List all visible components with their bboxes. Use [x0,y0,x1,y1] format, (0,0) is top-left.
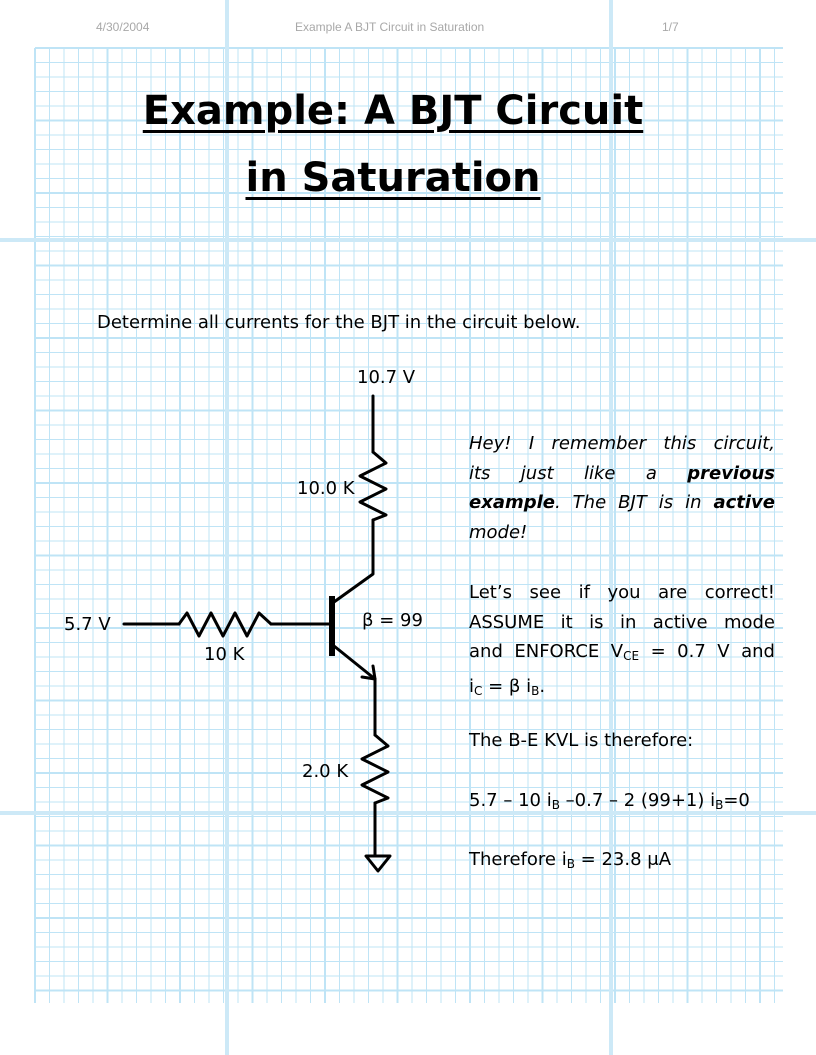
emitter-resistor [362,735,388,803]
commentary-assume [469,578,775,706]
collector-resistor [360,452,386,520]
assume-line-4: $i_C = \beta$ $i_B$. [469,675,546,698]
hey-line-3: example. The BJT is in active [469,492,775,513]
page-title-line-1: Example: A BJT Circuit [142,88,644,134]
page-title-line-2: in Saturation [245,155,541,201]
hey-line-2: its just like a previous [469,462,775,484]
hey-line-1: Hey! I remember this circuit, [469,433,775,454]
collector-resistor-label: 10.0 K [297,478,355,499]
header-doc-title: Example A BJT Circuit in Saturation [295,20,485,34]
ground-icon [366,856,390,871]
commentary-hey [469,429,775,547]
problem-statement: Determine all currents for the BJT in the circuit below. [97,312,581,333]
hey-line-4: mode! [469,521,528,543]
header-page-number: 1/7 [662,20,679,34]
base-resistor [179,613,271,636]
collector-wire [334,520,373,602]
assume-line-2: ASSUME it is in active mode [469,611,775,633]
kvl-intro: The B-E KVL is therefore: [469,730,694,751]
emitter-lead [334,646,375,679]
input-voltage-label: 5.7 V [64,614,111,635]
emitter-resistor-label: 2.0 K [302,761,349,782]
supply-voltage-label: 10.7 V [357,367,416,388]
assume-line-1: Let’s see if you are correct! [469,582,775,603]
assume-line-3: and ENFORCE $V_{CE} = 0.7$ V and [469,641,775,663]
beta-label: β = 99 [362,610,423,631]
kvl-equation: 5.7 – 10 $i_B$ –0.7 – 2 (99+1) $i_B=0$ [469,790,750,812]
base-resistor-label: 10 K [204,644,245,665]
header-date: 4/30/2004 [96,20,150,34]
result-line: Therefore $i_B = 23.8$ μA [469,849,672,871]
